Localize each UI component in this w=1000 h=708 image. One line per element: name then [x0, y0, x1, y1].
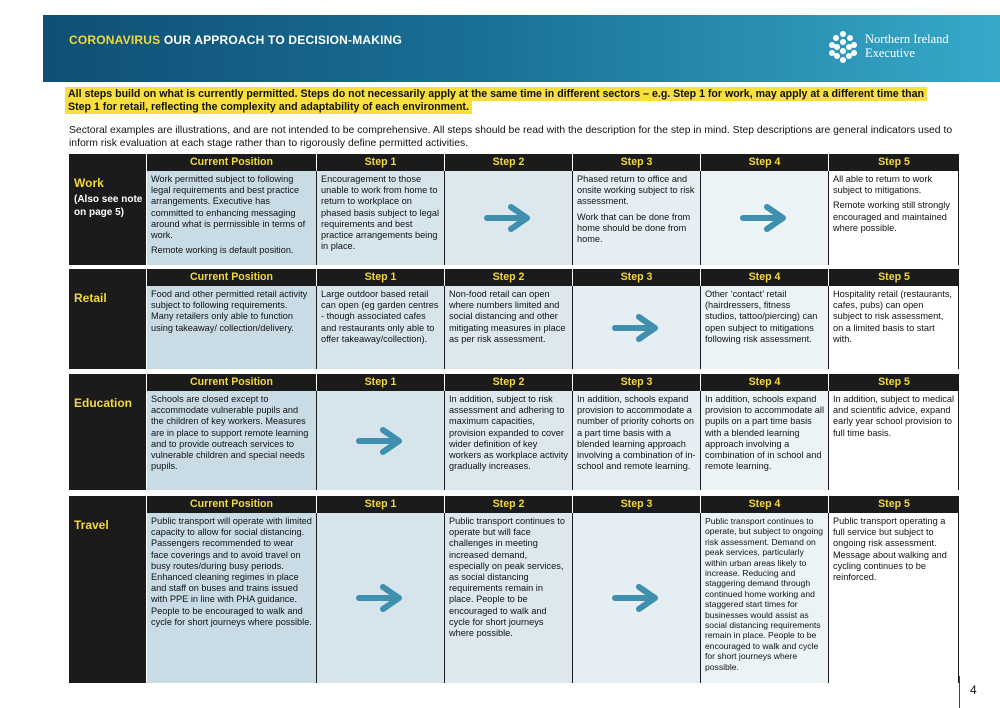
cell-step-2	[445, 286, 572, 369]
header-step-5: Step 5	[829, 496, 959, 513]
column-divider	[828, 391, 829, 490]
cell-step-4	[701, 391, 828, 490]
column-divider	[828, 171, 829, 265]
header-step-2: Step 2	[445, 374, 572, 391]
cell-step-3	[573, 513, 700, 683]
cell-step-1	[317, 286, 444, 369]
header-step-4: Step 4	[701, 374, 828, 391]
header-step-3: Step 3	[573, 374, 700, 391]
cell-text: In addition, schools expand provision to accommodate all pupils on a part time basis with a blended learning approach involving a combination of in school and remote learning.	[705, 394, 824, 472]
column-divider	[700, 391, 701, 490]
sector-name: Work	[74, 176, 104, 190]
cell-text: Food and other permitted retail activity subject to following requirements. Many retailers only able to function using takeaway/ collection/delivery.	[151, 289, 308, 333]
column-divider	[700, 286, 701, 369]
sector-education	[69, 374, 959, 490]
header-step-5: Step 5	[829, 374, 959, 391]
cell-current-position	[147, 391, 316, 490]
cell-step-2	[445, 391, 572, 490]
cell-step-3	[573, 391, 700, 490]
intro-paragraph: Sectoral examples are illustrations, and are not intended to be comprehensive. All steps should be read with the description for the step in mind. Step descriptions are general indicators used to inform risk evaluation at each stage rather than to rigorously define permitted activities.	[69, 125, 953, 149]
cell-text: Encouragement to those unable to work from home to return to workplace on phased basis subject to legal requirements and best practice arrangements being in place.	[321, 174, 439, 252]
cell-current-position	[147, 286, 316, 369]
header-step-2: Step 2	[445, 154, 572, 171]
right-arrow-icon	[355, 583, 407, 613]
column-divider	[958, 286, 959, 369]
cell-text: Non-food retail can open where numbers limited and social distancing and other mitigating measures in place as per risk assessment.	[449, 289, 566, 344]
cell-text: Other ‘contact’ retail (hairdressers, fitness studios, tattoo/piercing) can open subject to mitigations following risk assessment.	[705, 289, 818, 344]
cell-text: Schools are closed except to accommodate vulnerable pupils and the children of key workers. Measures are in place to support remote learning and to provide outreach services to vulnerable children and special needs pupils.	[151, 394, 309, 472]
header-step-4: Step 4	[701, 269, 828, 286]
header-step-4: Step 4	[701, 496, 828, 513]
right-arrow-icon	[611, 583, 663, 613]
highlighted-note	[65, 88, 945, 114]
header-step-1: Step 1	[317, 154, 444, 171]
cell-step-5	[829, 171, 959, 265]
page-banner	[43, 15, 1000, 82]
column-divider	[958, 171, 959, 265]
sector-name: Retail	[74, 291, 107, 305]
right-arrow-icon	[611, 313, 663, 343]
right-arrow-icon	[483, 203, 535, 233]
sector-work	[69, 154, 959, 265]
header-current-position: Current Position	[147, 154, 316, 171]
cell-step-5	[829, 513, 959, 683]
sector-label-retail	[69, 269, 146, 369]
header-current-position: Current Position	[147, 496, 316, 513]
sector-name: Education	[74, 396, 133, 410]
header-step-3: Step 3	[573, 496, 700, 513]
column-divider	[572, 513, 573, 683]
column-divider	[316, 391, 317, 490]
cell-step-3	[573, 286, 700, 369]
highlighted-note-text: All steps build on what is currently permitted. Steps do not necessarily apply at the same time in different sectors – e.g. Step 1 for work, may apply at a different time than Step 1 for retail, reflecting the complexity and adaptability of each environment.	[65, 87, 927, 114]
cell-text: In addition, schools expand provision to accommodate a number of priority cohorts on a part time basis with a blended learning approach involving a combination of in-school and remote learning.	[577, 394, 696, 472]
cell-step-5	[829, 391, 959, 490]
cell-text: Hospitality retail (restaurants, cafes, pubs) can open subject to risk assessment, on a limited basis to start with.	[833, 289, 952, 344]
cell-step-5	[829, 286, 959, 369]
cell-current-position	[147, 513, 316, 683]
cell-text: Work that can be done from home should be done from home.	[577, 211, 691, 245]
header-step-5: Step 5	[829, 269, 959, 286]
right-arrow-icon	[739, 203, 791, 233]
right-arrow-icon	[355, 426, 407, 456]
cell-text: Phased return to office and onsite working subject to risk assessment.	[577, 174, 695, 207]
logo-line-1: Northern Ireland	[865, 32, 949, 46]
column-divider	[444, 171, 445, 265]
cell-step-4	[701, 286, 828, 369]
header-step-1: Step 1	[317, 374, 444, 391]
cell-step-1	[317, 171, 444, 265]
cell-step-2	[445, 171, 572, 265]
title-rest: OUR APPROACH TO DECISION-MAKING	[160, 33, 403, 47]
cell-text: Public transport operating a full service but subject to ongoing risk assessment. Message about walking and cycling continues to be reinforced.	[833, 516, 947, 583]
cell-text: Public transport continues to operate but will face challenges in meeting increased demand, especially on peak services, as social distancing requirements remain in place. People to be encouraged to walk and cycle for short journeys where possible.	[449, 516, 565, 639]
cell-text: Public transport continues to operate, but subject to ongoing risk assessment. Demand on peak services, particularly within urban areas likely to increase. Reducing and staggering demand through continued home working and staggered start times for businesses would assist as social distancing requirements remain in place. People to be encouraged to walk and cycle for short journeys where possible.	[705, 516, 824, 672]
page-number-divider	[959, 676, 960, 708]
column-divider	[316, 171, 317, 265]
column-divider	[444, 286, 445, 369]
logo-line-2: Executive	[865, 46, 915, 60]
page-number: 4	[970, 683, 977, 697]
header-current-position: Current Position	[147, 269, 316, 286]
sector-name: Travel	[74, 518, 109, 532]
column-divider	[828, 286, 829, 369]
column-divider	[316, 286, 317, 369]
header-step-1: Step 1	[317, 496, 444, 513]
logo-text	[865, 32, 949, 60]
cell-text: In addition, subject to medical and scientific advice, expand early year school provision to full time basis.	[833, 394, 955, 438]
column-divider	[700, 513, 701, 683]
column-divider	[828, 513, 829, 683]
logo-emblem-icon	[828, 30, 858, 64]
cell-text: Public transport will operate with limited capacity to allow for social distancing. Passengers recommended to wear face coverings and to avoid travel on busy routes/during busy periods. Enhanced cleaning regimes in place and staff on buses and trains issued with PPE in line with PHA guidance. People to be encouraged to walk and cycle for short journeys where possible.	[151, 516, 312, 627]
header-step-5: Step 5	[829, 154, 959, 171]
cell-step-2	[445, 513, 572, 683]
column-divider	[572, 171, 573, 265]
column-divider	[958, 513, 959, 683]
header-step-3: Step 3	[573, 269, 700, 286]
column-divider	[572, 391, 573, 490]
column-divider	[572, 286, 573, 369]
cell-current-position	[147, 171, 316, 265]
sector-travel	[69, 496, 959, 683]
cell-text: Large outdoor based retail can open (eg garden centres - though associated cafes and restaurants only able to offer takeaway/collection).	[321, 289, 439, 344]
sector-note: (Also see note on page 5)	[74, 194, 143, 218]
header-step-4: Step 4	[701, 154, 828, 171]
header-current-position: Current Position	[147, 374, 316, 391]
cell-step-3	[573, 171, 700, 265]
cell-text: In addition, subject to risk assessment and adhering to maximum capacities, provision expanded to cover wider definition of key workers as workplace activity gradually increases.	[449, 394, 568, 472]
cell-step-1	[317, 391, 444, 490]
cell-text: Remote working still strongly encouraged and maintained where possible.	[833, 200, 950, 233]
cell-text: Work permitted subject to following legal requirements and best practice arrangements. Executive has committed to enhancing messaging around what is permissible in terms of work.	[151, 174, 306, 241]
sector-label-work	[69, 154, 146, 265]
header-step-2: Step 2	[445, 496, 572, 513]
header-step-1: Step 1	[317, 269, 444, 286]
cell-text: All able to return to work subject to mitigations.	[833, 174, 933, 196]
sector-retail	[69, 269, 959, 369]
ni-executive-logo	[828, 30, 968, 66]
title-highlight: CORONAVIRUS	[69, 33, 161, 47]
header-step-2: Step 2	[445, 269, 572, 286]
sector-label-education	[69, 374, 146, 490]
column-divider	[444, 513, 445, 683]
cell-step-4	[701, 171, 828, 265]
column-divider	[316, 513, 317, 683]
column-divider	[958, 391, 959, 490]
cell-step-1	[317, 513, 444, 683]
header-step-3: Step 3	[573, 154, 700, 171]
cell-text: Remote working is default position.	[151, 245, 294, 256]
cell-step-4	[701, 513, 828, 683]
column-divider	[444, 391, 445, 490]
page-title	[69, 33, 402, 47]
sector-label-travel	[69, 496, 146, 683]
column-divider	[700, 171, 701, 265]
